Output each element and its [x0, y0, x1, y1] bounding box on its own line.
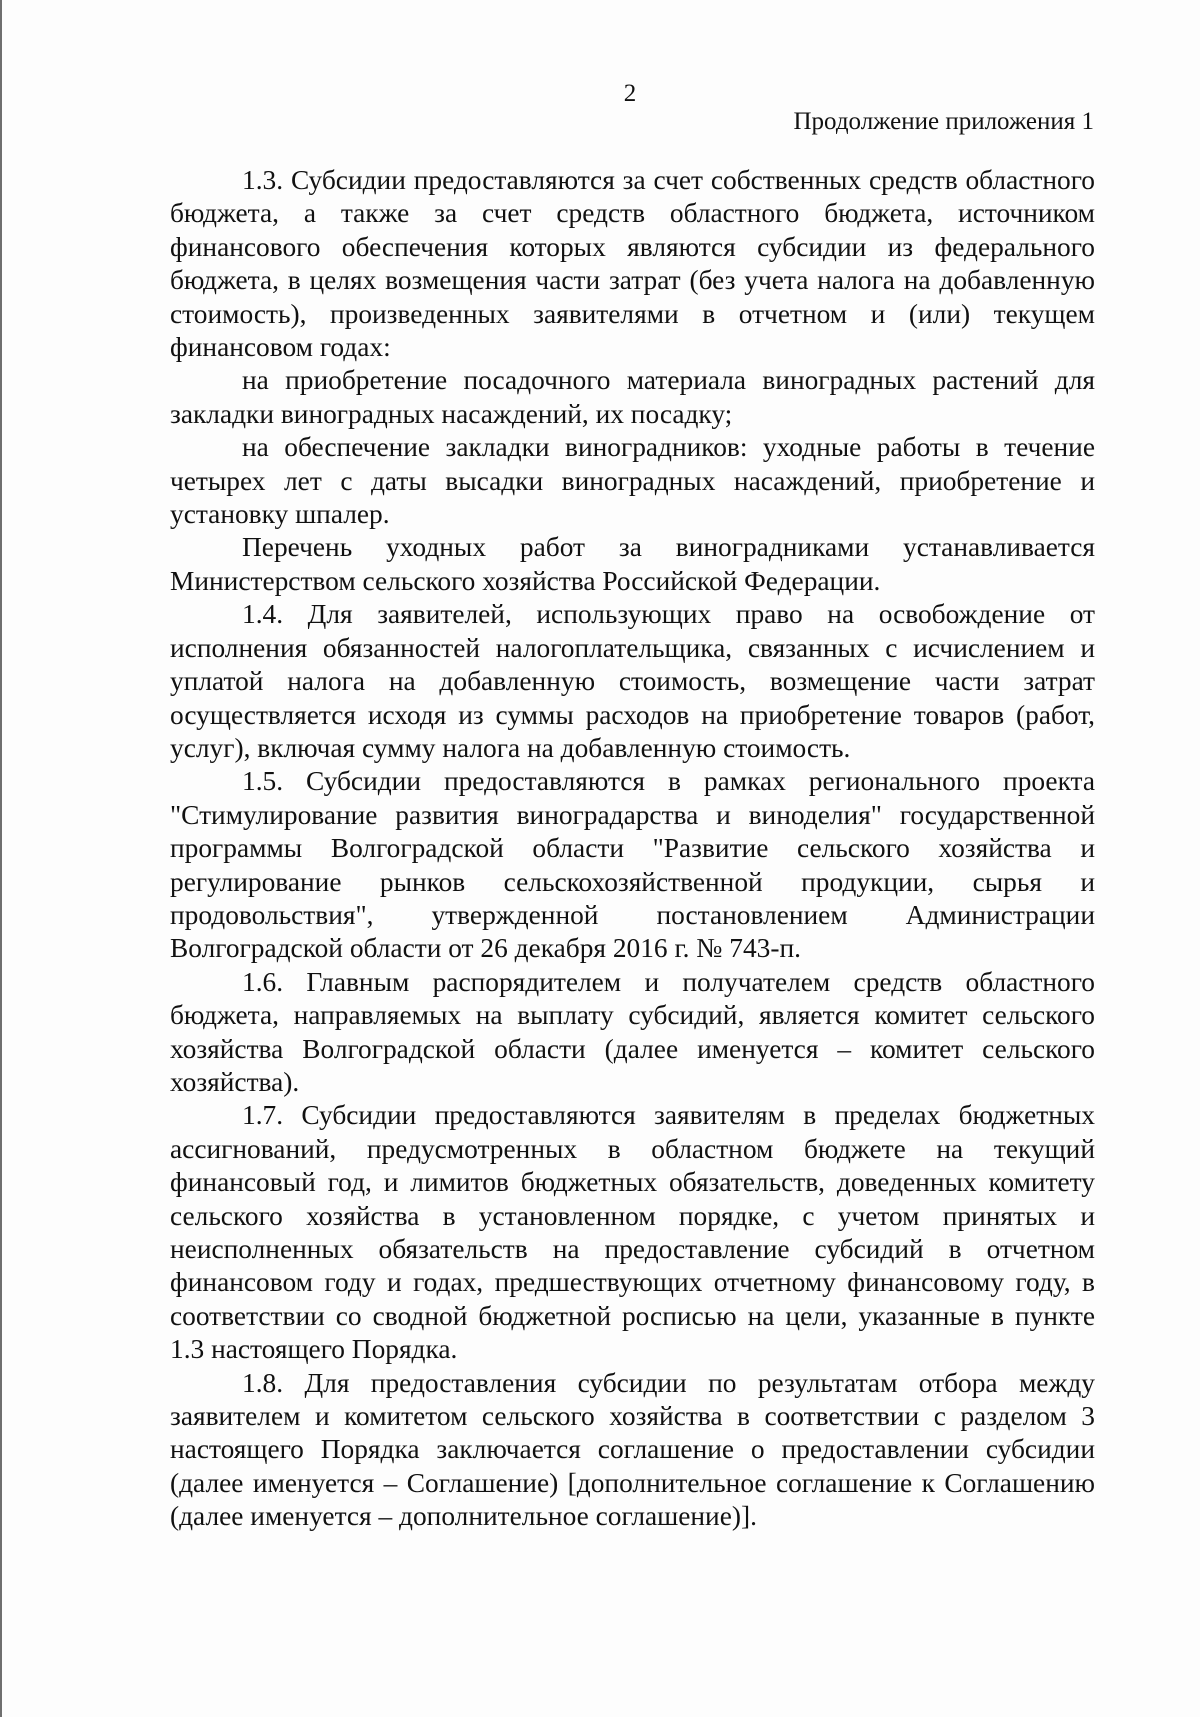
paragraph-1-7: 1.7. Субсидии предоставляются заявителям в пределах бюджетных ассигнований, предусмотренных в областном бюджете на текущий финансовый год, и лимитов бюджетных обязательств, доведенных комитету сельского хозяйства в установленном порядке, с учетом принятых и неисполненных обязательств на предоставление субсидий в отчетном финансовом году и годах, предшествующих отчетному финансовому году, в соответствии со сводной бюджетной росписью на цели, указанные в пункте 1.3 настоящего Порядка.	[170, 1100, 1095, 1365]
paragraph-works-list: Перечень уходных работ за виноградниками устанавливается Министерством сельского хозяйства Российской Федерации.	[170, 532, 1095, 596]
paragraph-vineyard-maintenance: на обеспечение закладки виноградников: уходные работы в течение четырех лет с даты высадки виноградных насаждений, приобретение и установку шпалер.	[170, 432, 1095, 530]
paragraph-1-3: 1.3. Субсидии предоставляются за счет собственных средств областного бюджета, а также за счет средств областного бюджета, источником финансового обеспечения которых являются субсидии из федерального бюджета, в целях возмещения части затрат (без учета налога на добавленную стоимость), произведенных заявителями в отчетном и (или) текущем финансовом годах:	[170, 165, 1095, 363]
document-body	[170, 164, 1095, 1534]
page-number: 2	[623, 80, 637, 107]
paragraph-1-4: 1.4. Для заявителей, использующих право на освобождение от исполнения обязанностей налогоплательщика, связанных с исчислением и уплатой налога на добавленную стоимость, возмещение части затрат осуществляется исходя из суммы расходов на приобретение товаров (работ, услуг), включая сумму налога на добавленную стоимость.	[170, 599, 1095, 763]
continuation-note: Продолжение приложения 1	[793, 108, 1094, 135]
scan-edge-line	[0, 0, 2, 1717]
paragraph-1-8: 1.8. Для предоставления субсидии по результатам отбора между заявителем и комитетом сельского хозяйства в соответствии с разделом 3 настоящего Порядка заключается соглашение о предоставлении субсидии (далее именуется – Соглашение) [дополнительное соглашение к Соглашению (далее именуется – дополнительное соглашение)].	[170, 1367, 1095, 1532]
paragraph-1-5: 1.5. Субсидии предоставляются в рамках регионального проекта "Стимулирование развития виноградарства и виноделия" государственной программы Волгоградской области "Развитие сельского хозяйства и регулирование рынков сельскохозяйственной продукции, сырья и продовольствия", утвержденной постановлением Администрации Волгоградской области от 26 декабря 2016 г. № 743-п.	[170, 766, 1095, 964]
paragraph-planting-material: на приобретение посадочного материала виноградных растений для закладки виноградных насаждений, их посадку;	[170, 365, 1095, 429]
paragraph-1-6: 1.6. Главным распорядителем и получателем средств областного бюджета, направляемых на выплату субсидий, является комитет сельского хозяйства Волгоградской области (далее именуется – комитет сельского хозяйства).	[170, 966, 1095, 1097]
